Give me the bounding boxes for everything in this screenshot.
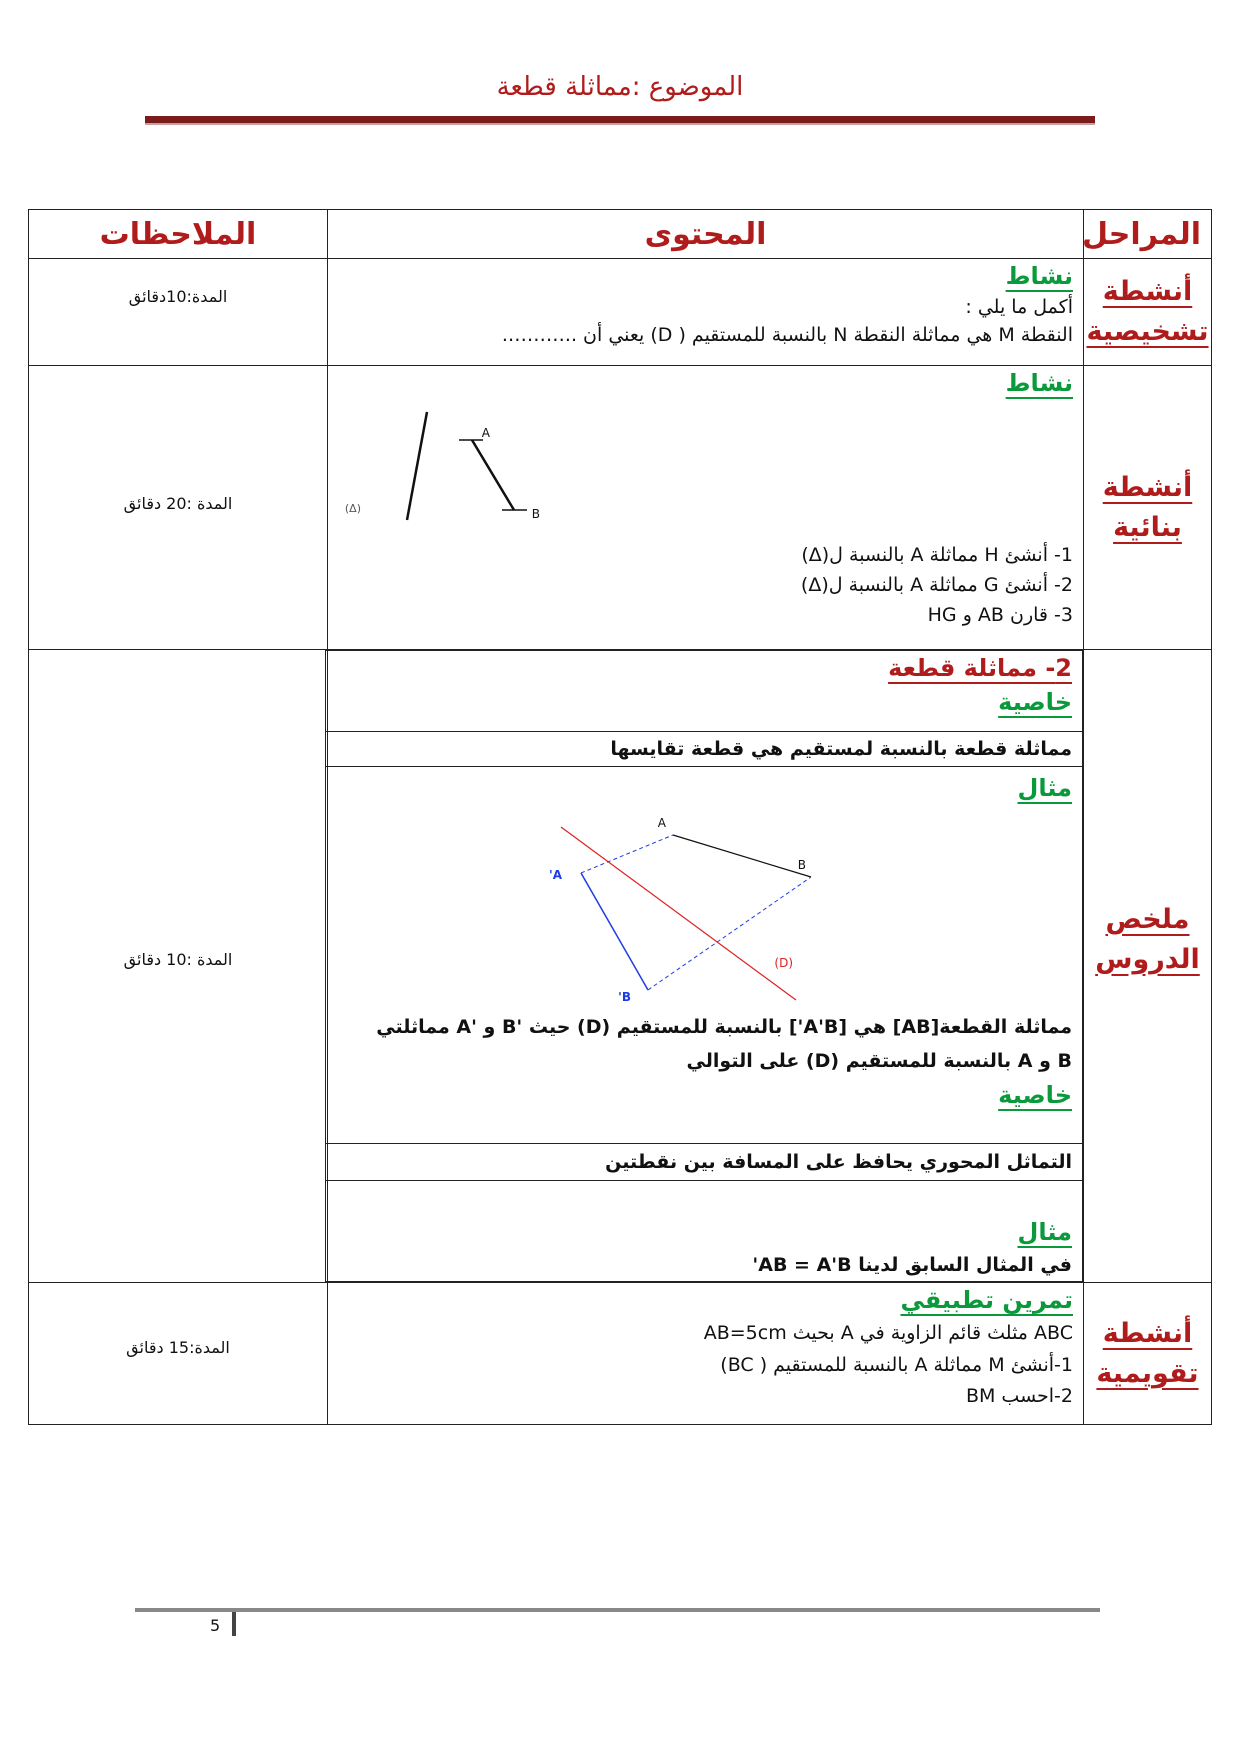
point-a-label: A xyxy=(481,426,490,440)
axis-d-label: (D) xyxy=(774,956,793,970)
example1-line1: مماثلة القطعة[AB] هي [A'B'] بالنسبة للمستقيم (D) حيث 'B و 'A مماثلتي xyxy=(376,1016,1072,1038)
notes-evaluation: المدة:15 دقائق xyxy=(29,1283,328,1425)
exercise-line3: 2-احسب BM xyxy=(965,1385,1073,1407)
stage-constructive-line2: بنائية xyxy=(1113,511,1182,543)
stage-diagnostic-line1: أنشطة xyxy=(1102,276,1193,307)
point-a-label: A xyxy=(657,816,666,830)
example1-figure xyxy=(336,805,1072,1005)
exercise-line2: 1-أنشئ M مماثلة A بالنسبة للمستقيم ( BC) xyxy=(720,1354,1073,1376)
row-summary xyxy=(29,650,1212,1283)
notes-summary: المدة :10 دقائق xyxy=(29,650,328,1283)
axis-d-line xyxy=(561,827,796,1000)
footer-bar xyxy=(232,1612,236,1636)
header-row xyxy=(29,210,1212,259)
notes-diagnostic: المدة:10دقائق xyxy=(29,259,328,366)
example2-text: في المثال السابق لدينا AB = A'B' xyxy=(752,1254,1072,1276)
activity2-item-3: 3- قارن AB و HG xyxy=(927,604,1073,626)
stage-evaluation xyxy=(1084,1283,1212,1425)
dashed-a-a2 xyxy=(581,835,673,873)
header-stages: المراحل xyxy=(1084,210,1212,259)
footer-rule xyxy=(135,1608,1100,1612)
lesson-table xyxy=(28,209,1212,1425)
header-content: المحتوى xyxy=(328,210,1084,259)
stage-constructive xyxy=(1084,366,1212,650)
lesson-heading: 2- مماثلة قطعة xyxy=(888,654,1072,682)
activity2-item-1: 1- أنشئ H مماثلة A بالنسبة ل(Δ) xyxy=(801,544,1073,566)
segment-ab xyxy=(673,835,811,877)
stage-diagnostic-line2: تشخيصية xyxy=(1086,316,1209,347)
activity2-heading: نشاط xyxy=(1005,369,1073,397)
row-evaluation xyxy=(29,1283,1212,1425)
example1-line2: B و A بالنسبة للمستقيم (D) على التوالي xyxy=(686,1050,1072,1072)
property2-text: التماثل المحوري يحافظ على المسافة بين نقطتين xyxy=(326,1144,1083,1181)
stage-diagnostic xyxy=(1084,259,1212,366)
delta-line xyxy=(407,412,427,520)
page-number: 5 xyxy=(210,1616,221,1635)
segment-ab xyxy=(472,440,514,510)
exercise-heading: تمرين تطبيقي xyxy=(900,1286,1073,1314)
delta-label: (Δ) xyxy=(344,502,361,515)
stage-evaluation-line1: أنشطة xyxy=(1102,1317,1193,1349)
exercise-line1: ABC مثلث قائم الزاوية في A بحيث AB=5cm xyxy=(703,1322,1073,1344)
notes-constructive: المدة :20 دقائق xyxy=(29,366,328,650)
example2-heading: مثال xyxy=(1017,1218,1072,1246)
stage-summary-line2: الدروس xyxy=(1095,943,1200,975)
content-constructive xyxy=(328,366,1084,650)
stage-evaluation-line2: تقويمية xyxy=(1096,1357,1199,1389)
title-rule xyxy=(145,116,1095,125)
header-notes: الملاحظات xyxy=(29,210,328,259)
activity2-figure xyxy=(337,400,1073,535)
stage-summary-line1: ملخص xyxy=(1105,903,1190,935)
content-diagnostic xyxy=(328,259,1084,366)
point-b-label: B xyxy=(797,858,806,872)
page-title: الموضوع :مماثلة قطعة xyxy=(496,72,744,102)
activity-statement: النقطة M هي مماثلة النقطة N بالنسبة للمستقيم ( D) يعني أن ..………. xyxy=(501,324,1073,346)
property1-heading: خاصية xyxy=(998,688,1072,716)
point-b2-label: B' xyxy=(618,990,631,1004)
row-diagnostic xyxy=(29,259,1212,366)
activity-instruction: أكمل ما يلي : xyxy=(965,296,1073,318)
content-evaluation xyxy=(328,1283,1084,1425)
segment-a2b2 xyxy=(581,873,648,990)
activity-heading: نشاط xyxy=(1005,262,1073,290)
activity2-item-2: 2- أنشئ G مماثلة A بالنسبة ل(Δ) xyxy=(800,574,1073,596)
point-a2-label: A' xyxy=(549,868,562,882)
example1-heading: مثال xyxy=(1017,774,1072,802)
property2-heading: خاصية xyxy=(998,1081,1072,1109)
dashed-b-b2 xyxy=(648,877,811,990)
stage-summary xyxy=(1084,650,1212,1283)
content-summary xyxy=(328,650,1084,1283)
stage-constructive-line1: أنشطة xyxy=(1102,471,1193,503)
row-constructive xyxy=(29,366,1212,650)
property1-text: مماثلة قطعة بالنسبة لمستقيم هي قطعة تقايسها xyxy=(326,732,1083,767)
point-b-label: B xyxy=(531,507,540,521)
